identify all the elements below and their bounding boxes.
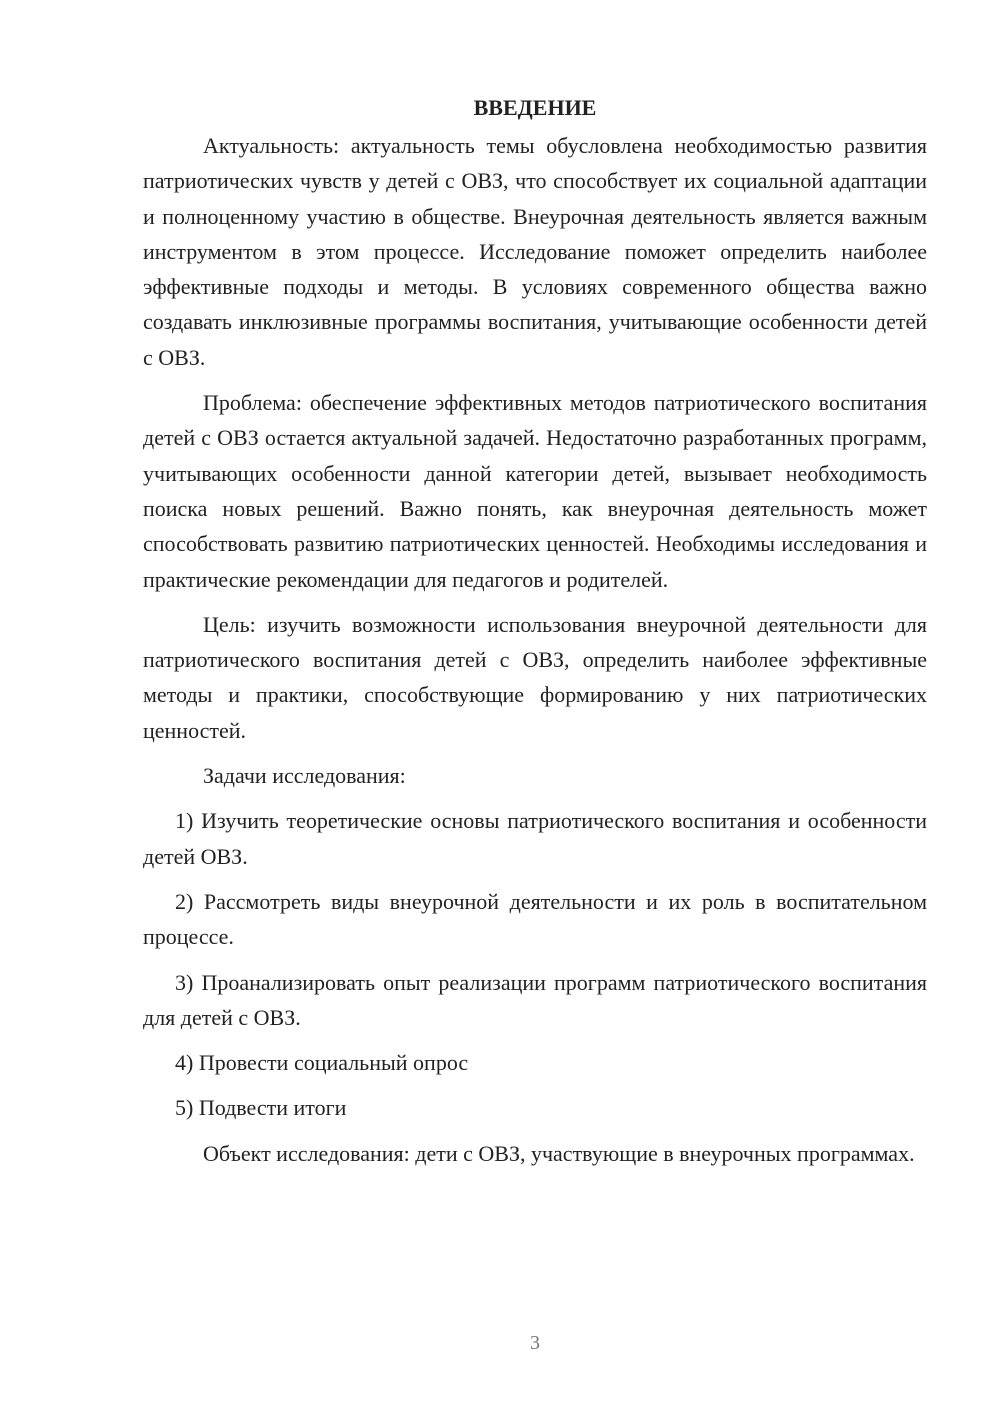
task-item-3: 3) Проанализировать опыт реализации программ патриотического воспитания для детей с ОВЗ.	[143, 969, 927, 1030]
task-item-2: 2) Рассмотреть виды внеурочной деятельности и их роль в воспитательном процессе.	[143, 888, 927, 950]
object-paragraph: Объект исследования: дети с ОВЗ, участвующие в внеурочных программах.	[203, 1140, 915, 1166]
task-item-5: 5) Подвести итоги	[175, 1095, 347, 1121]
section-title: ВВЕДЕНИЕ	[473, 95, 597, 120]
document-page	[143, 92, 927, 1181]
tasks-heading: Задачи исследования:	[203, 763, 406, 789]
page-number: 3	[530, 1332, 540, 1354]
goal-paragraph: Цель: изучить возможности использования внеурочной деятельности для патриотического воспитания детей с ОВЗ, определить наиболее эффективные методы и практики, способствующие формированию у них патриотических ценностей.	[143, 611, 927, 743]
task-item-4: 4) Провести социальный опрос	[175, 1050, 469, 1076]
problem-paragraph: Проблема: обеспечение эффективных методов патриотического воспитания детей с ОВЗ остается актуальной задачей. Недостаточно разработанных программ, учитывающих особенности данной категории детей, вызывает необходимость поиска новых решений. Важно понять, как внеурочная деятельность может способствовать развитию патриотических ценностей. Необходимы исследования и практические рекомендации для педагогов и родителей.	[143, 390, 927, 592]
task-item-1: 1) Изучить теоретические основы патриотического воспитания и особенности детей ОВЗ.	[143, 808, 927, 869]
relevance-paragraph: Актуальность: актуальность темы обусловлена необходимостью развития патриотических чувств у детей с ОВЗ, что способствует их социальной адаптации и полноценному участию в обществе. Внеурочная деятельность является важным инструментом в этом процессе. Исследование поможет определить наиболее эффективные подходы и методы. В условиях современного общества важно создавать инклюзивные программы воспитания, учитывающие особенности детей с ОВЗ.	[143, 133, 927, 370]
